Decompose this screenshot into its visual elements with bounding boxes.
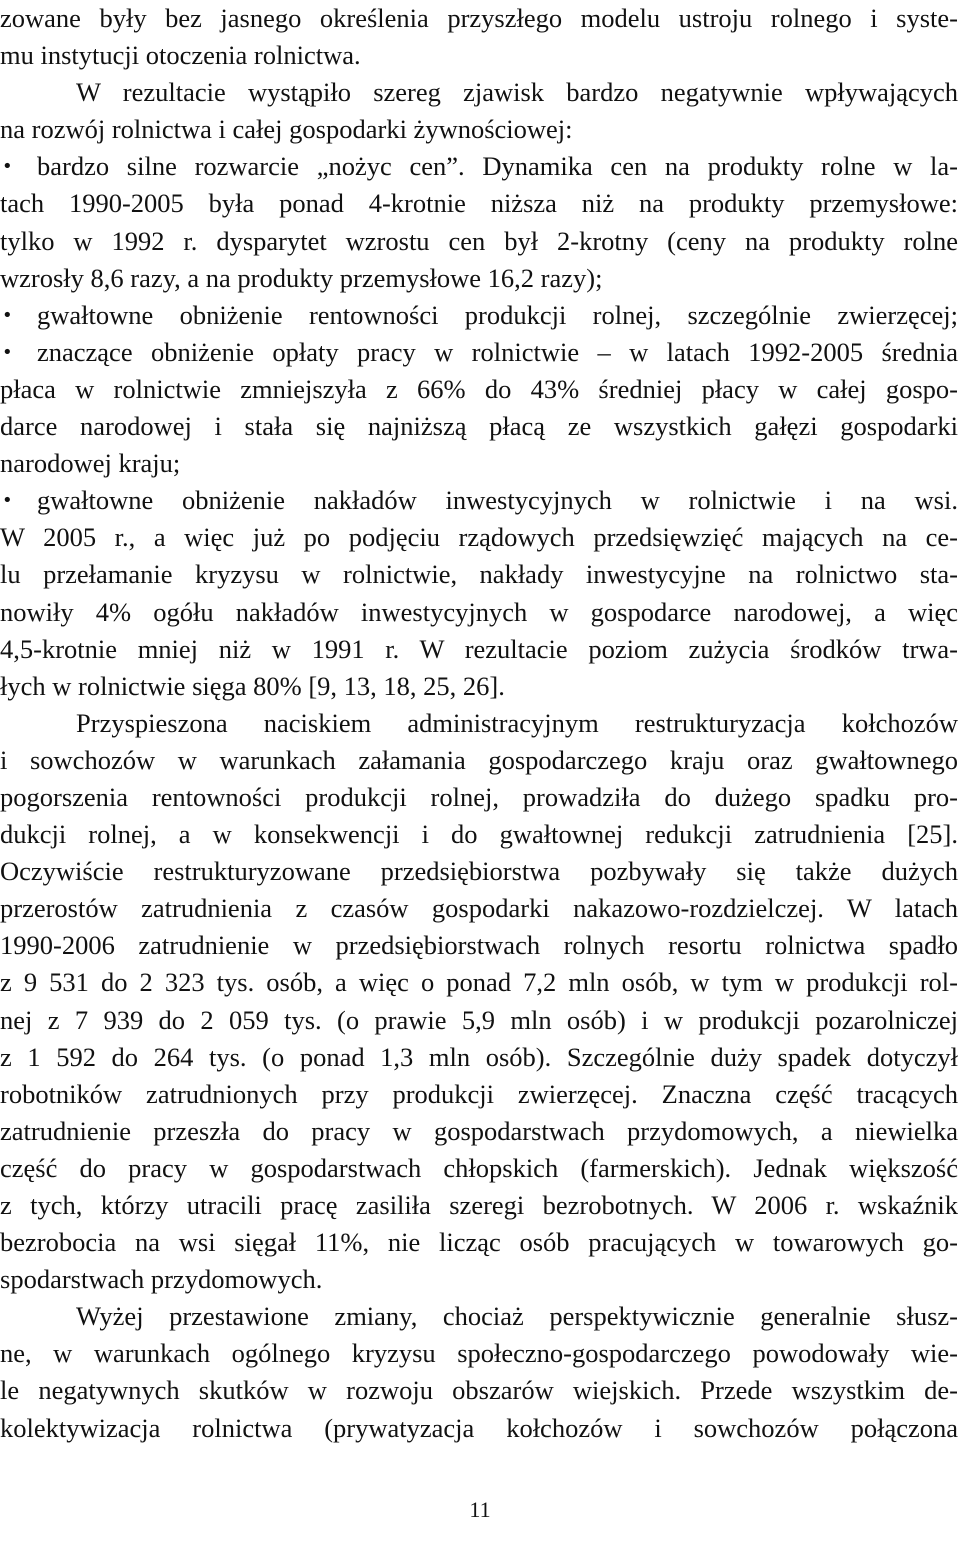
text-line: le negatywnych skutków w rozwoju obszarów wiejskich. Przede wszystkim de- xyxy=(0,1375,958,1406)
bullet-icon: • xyxy=(2,156,13,178)
text-line: nej z 7 939 do 2 059 tys. (o prawie 5,9 mln osób) i w produkcji pozarolniczej xyxy=(0,1004,958,1035)
text-line: przerostów zatrudnienia z czasów gospodarki nakazowo-rozdzielczej. W latach xyxy=(0,893,958,924)
text-line: ne, w warunkach ogólnego kryzysu społeczno-gospodarczego powodowały wie- xyxy=(0,1338,958,1369)
text-line: narodowej kraju; xyxy=(0,448,181,479)
text-line: nowiły 4% ogółu nakładów inwestycyjnych w gospodarce narodowej, a więc xyxy=(0,596,958,627)
bullet-icon: • xyxy=(2,304,13,326)
text-line: mu instytucji otoczenia rolnictwa. xyxy=(0,40,361,71)
text-line xyxy=(0,148,958,185)
text-line: darce narodowej i stała się najniższą płacą ze wszystkich gałęzi gospodarki xyxy=(0,411,958,442)
page-number: 11 xyxy=(469,1497,491,1522)
text-line: z tych, którzy utracili pracę zasiliła szeregi bezrobotnych. W 2006 r. wskaźnik xyxy=(0,1190,958,1220)
text-line: na rozwój rolnictwa i całej gospodarki żywnościowej: xyxy=(0,114,573,145)
text-line: zatrudnienie przeszła do pracy w gospodarstwach przydomowych, a niewielka xyxy=(0,1115,958,1146)
text-line: Oczywiście restrukturyzowane przedsiębiorstwa pozbywały się także dużych xyxy=(0,856,958,887)
bullet-list xyxy=(0,148,958,704)
text-line: Wyżej przestawione zmiany, chociaż perspektywicznie generalnie słusz- xyxy=(76,1301,958,1332)
text-line: kolektywizacja rolnictwa (prywatyzacja kołchozów i sowchozów połączona xyxy=(0,1412,958,1443)
text-line: lu przełamanie kryzysu w rolnictwie, nakłady inwestycyjne na rolnictwo sta- xyxy=(0,559,958,590)
text-line xyxy=(0,482,958,519)
text-line: W rezultacie wystąpiło szereg zjawisk bardzo negatywnie wpływających xyxy=(76,77,958,108)
text-line: tylko w 1992 r. dysparytet wzrostu cen był 2-krotny (ceny na produkty rolne xyxy=(0,225,958,256)
paragraph xyxy=(0,74,958,148)
bullet-icon: • xyxy=(2,341,13,363)
text-line: z 9 531 do 2 323 tys. osób, a więc o ponad 7,2 mln osób, w tym w produkcji rol- xyxy=(0,967,958,998)
text-line: z 1 592 do 264 tys. (o ponad 1,3 mln osób). Szczególnie duży spadek dotyczył xyxy=(0,1041,958,1072)
bullet-text: znaczące obniżenie opłaty pracy w rolnictwie – w latach 1992-2005 średnia xyxy=(37,336,958,367)
text-line: część do pracy w gospodarstwach chłopskich (farmerskich). Jednak większość xyxy=(0,1152,958,1183)
text-line: robotników zatrudnionych przy produkcji zwierzęcej. Znaczna część tracących xyxy=(0,1078,958,1109)
text-line: bezrobocia na wsi sięgał 11%, nie licząc osób pracujących w towarowych go- xyxy=(0,1227,958,1258)
text-line: dukcji rolnej, a w konsekwencji i do gwałtownej redukcji zatrudnienia [25]. xyxy=(0,819,958,850)
paragraph xyxy=(0,705,958,1299)
text-line: spodarstwach przydomowych. xyxy=(0,1264,323,1295)
text-line: płaca w rolnictwie zmniejszyła z 66% do 43% średniej płacy w całej gospo- xyxy=(0,373,958,404)
text-line: pogorszenia rentowności produkcji rolnej, prowadziła do dużego spadku pro- xyxy=(0,781,958,812)
text-line: i sowchozów w warunkach załamania gospodarczego kraju oraz gwałtownego xyxy=(0,744,958,775)
text-line xyxy=(0,297,958,334)
bullet-text: gwałtowne obniżenie nakładów inwestycyjnych w rolnictwie i na wsi. xyxy=(37,485,958,516)
bullet-text: bardzo silne rozwarcie „nożyc cen”. Dynamika cen na produkty rolne w la- xyxy=(37,151,958,182)
text-line: łych w rolnictwie sięga 80% [9, 13, 18, 25, 26]. xyxy=(0,670,505,701)
paragraph xyxy=(0,1298,958,1446)
text-line: 1990-2006 zatrudnienie w przedsiębiorstwach rolnych resortu rolnictwa spadło xyxy=(0,930,958,961)
bullet-text: gwałtowne obniżenie rentowności produkcji rolnej, szczególnie zwierzęcej; xyxy=(37,299,958,330)
text-line: zowane były bez jasnego określenia przyszłego modelu ustroju rolnego i syste- xyxy=(0,3,958,33)
intro-paragraph xyxy=(0,0,958,74)
bullet-item xyxy=(0,334,958,482)
text-line: Przyspieszona naciskiem administracyjnym restrukturyzacja kołchozów xyxy=(76,707,958,738)
text-line: 4,5-krotnie mniej niż w 1991 r. W rezultacie poziom zużycia środków trwa- xyxy=(0,633,958,664)
text-line: wzrosły 8,6 razy, a na produkty przemysłowe 16,2 razy); xyxy=(0,262,603,293)
text-line: W 2005 r., a więc już po podjęciu rządowych przedsięwzięć mających na ce- xyxy=(0,522,958,553)
bullet-icon: • xyxy=(2,490,13,512)
text-line xyxy=(0,334,958,371)
text-line: tach 1990-2005 była ponad 4-krotnie niższa niż na produkty przemysłowe: xyxy=(0,188,958,219)
bullet-item xyxy=(0,482,958,705)
bullet-item xyxy=(0,297,958,334)
bullet-item xyxy=(0,148,958,296)
